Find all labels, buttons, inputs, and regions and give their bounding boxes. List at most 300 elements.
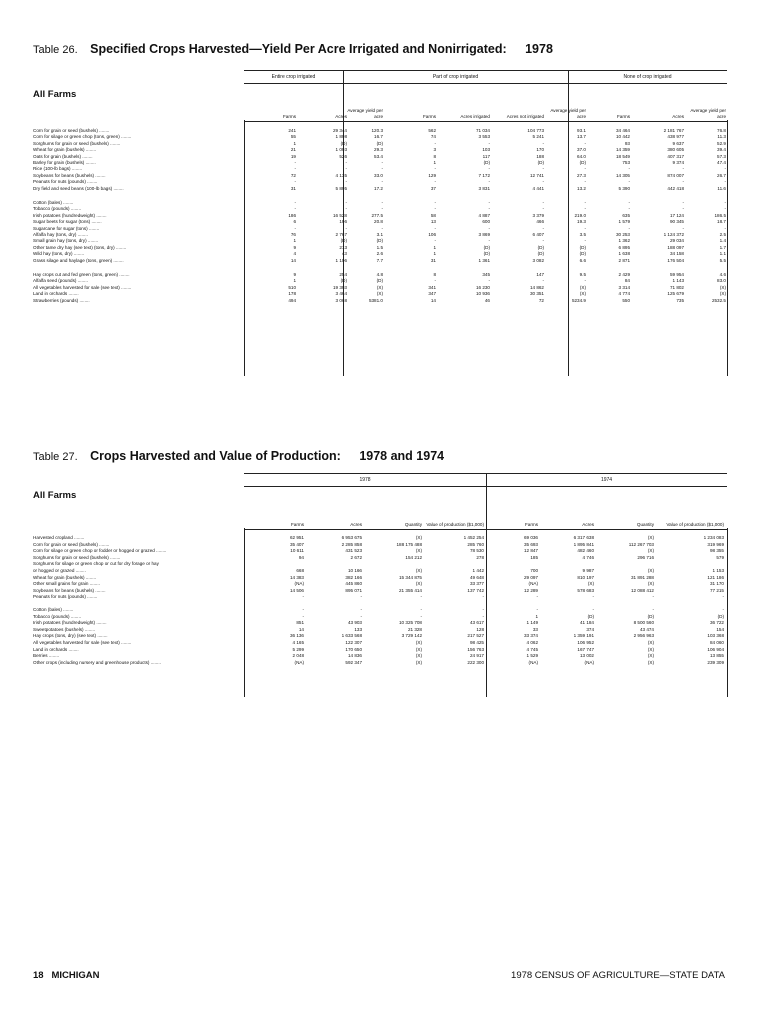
table-cell: - [345, 206, 347, 212]
column-header: Average yield per acre [347, 108, 383, 119]
table-cell: 1 [433, 244, 436, 250]
row-label: Sorghums for grain or seed (bushels) ........ [33, 554, 121, 560]
table-cell: 895 071 [345, 587, 362, 593]
group-divider [486, 528, 487, 697]
table-cell: 29 097 [523, 574, 538, 580]
table-cell: 3.1 [376, 232, 383, 237]
table-cell: 19 393 [332, 284, 347, 290]
table-cell: - [294, 160, 296, 165]
table-cell: - [584, 179, 586, 185]
table-cell: 13.7 [577, 134, 586, 140]
table-cell: 10 611 [290, 548, 304, 554]
column-group-header: None of crop irrigated [568, 71, 727, 84]
table-cell: - [488, 278, 490, 284]
table-cell: - [722, 594, 724, 600]
table-cell: 36 136 [289, 633, 304, 639]
table-cell: - [652, 607, 654, 612]
table-cell: (D) [376, 278, 383, 284]
table-cell: - [542, 278, 544, 284]
table-cell: 1 106 [335, 257, 347, 263]
table-cell: 12 847 [523, 548, 538, 554]
table-cell: 154 212 [405, 554, 422, 560]
table-cell: 1 [293, 140, 296, 146]
table-cell: 4 [293, 251, 296, 257]
table-cell: 1 234 083 [703, 535, 724, 540]
table-cell: (NA) [294, 581, 304, 587]
table-cell: 14 506 [289, 587, 304, 593]
table-cell: 635 [622, 212, 630, 218]
table-cell: - [434, 179, 436, 185]
table-cell: 33 377 [469, 581, 484, 587]
table-cell: 7 172 [478, 172, 490, 178]
table-cell: - [652, 594, 654, 600]
table-cell: 4 745 [526, 646, 538, 652]
row-label: Corn for grain or seed (bushels) ........ [33, 128, 110, 133]
table-cell: 21 328 [407, 626, 422, 632]
table-cell: 170 650 [345, 646, 362, 652]
table-cell: 3 831 [478, 185, 490, 191]
table-cell: - [302, 613, 304, 619]
table-cell: 10 325 708 [399, 620, 422, 626]
table-cell: 3.5 [579, 232, 586, 237]
table-cell: - [542, 206, 544, 212]
table-cell: 69 036 [523, 535, 538, 540]
row-label: Wheat for grain (bushels) ........ [33, 574, 97, 580]
column-header: Acres [335, 113, 347, 119]
table-cell: 90 345 [669, 219, 684, 225]
table-26-section-label: All Farms [33, 89, 77, 100]
column-header: Acres [672, 113, 684, 119]
table-cell: (X) [647, 653, 654, 659]
row-label: Oats for grain (bushels) ........ [33, 153, 93, 159]
table-cell: 1 529 [526, 653, 538, 659]
table-cell: 77 215 [709, 587, 724, 593]
table-cell: 4.8 [376, 272, 383, 277]
table-cell: (X) [647, 535, 654, 540]
column-header: Acres [350, 521, 362, 527]
table-cell: 17.2 [374, 185, 383, 191]
table-cell: 285 760 [467, 541, 484, 547]
table-cell: 1 [433, 251, 436, 257]
table-cell: (D) [340, 278, 347, 284]
table-cell: 147 [536, 272, 544, 277]
table-cell: 18 549 [615, 153, 630, 159]
table-cell: 1.4 [719, 238, 726, 244]
table-cell: 16 230 [475, 284, 490, 290]
table-cell: - [488, 179, 490, 185]
table-cell: - [434, 200, 436, 205]
table-cell: (NA) [294, 659, 304, 665]
table-cell: - [482, 607, 484, 612]
table27-header [244, 473, 727, 530]
table-cell: 668 [296, 568, 304, 573]
table-cell: - [536, 607, 538, 612]
table-cell: 78 530 [469, 548, 484, 554]
table-cell: 6 895 [618, 244, 630, 250]
table-cell: - [542, 166, 544, 172]
table-cell: - [381, 206, 383, 212]
column-group-header: Entire crop irrigated [244, 71, 343, 84]
row-label: Corn for silage or green chop or fodder or hogged or grazed ........ [33, 548, 167, 554]
table-cell: 103 368 [707, 633, 724, 639]
table-cell: 3 379 [532, 212, 544, 218]
row-label: Cotton (bales) ........ [33, 200, 74, 205]
publication-title: 1978 CENSUS OF AGRICULTURE—STATE DATA [511, 970, 725, 981]
row-label: Other small grains for grain ........ [33, 581, 100, 587]
table-cell: 1 143 [672, 278, 684, 284]
table-cell: 43 474 [639, 626, 654, 632]
row-label: Irish potatoes (hundredweight) ........ [33, 620, 107, 626]
table-cell: 13 855 [709, 653, 724, 659]
table-cell: 4 774 [618, 291, 630, 297]
table-cell: 125 679 [667, 291, 684, 297]
table-cell: 19 [290, 153, 296, 159]
row-label: Soybeans for beans (bushels) ........ [33, 172, 106, 178]
table-cell: 14 [430, 297, 436, 303]
table-cell: - [294, 200, 296, 205]
row-label: Tobacco (pounds) ........ [33, 613, 82, 619]
table-cell: - [592, 594, 594, 600]
table-cell: 33 374 [523, 633, 538, 639]
table-cell: 4 746 [582, 554, 594, 560]
row-label: All vegetables harvested for sale (see text) ........ [33, 640, 132, 645]
row-label: Cotton (bales) ........ [33, 607, 74, 612]
table-cell: - [488, 225, 490, 231]
table-cell: 1.5 [376, 244, 383, 250]
table-cell: (NA) [584, 659, 594, 665]
table-cell: 19.3 [577, 219, 586, 225]
table-cell: - [488, 200, 490, 205]
table-cell: 55 [290, 134, 296, 140]
page-footer-left [33, 970, 100, 981]
table-cell: 36 722 [709, 620, 724, 626]
table-cell: 1 579 [618, 219, 630, 225]
table-cell: - [420, 607, 422, 612]
table-cell: 35 407 [289, 541, 304, 547]
table-cell: 188 175 488 [396, 541, 422, 547]
table-cell: (D) [537, 244, 544, 250]
table-cell: 735 [676, 297, 684, 303]
table-cell: 9 374 [672, 160, 684, 165]
row-label: Alfalfa seed (pounds) ........ [33, 278, 88, 284]
column-header: Farms [422, 113, 436, 119]
table-cell: - [682, 206, 684, 212]
table-cell: 4 135 [335, 172, 347, 178]
table-cell: 21 355 414 [399, 587, 422, 593]
table-cell: 3 314 [618, 284, 630, 290]
table-cell: 510 [288, 284, 296, 290]
table-cell: - [724, 179, 726, 185]
row-label: Corn for silage or green chop (tons, green) ........ [33, 134, 132, 140]
table-cell: - [360, 613, 362, 619]
row-label: Sorghums for grain or seed (bushels) ........ [33, 140, 121, 146]
table-cell: - [542, 225, 544, 231]
table-cell: 106 [428, 232, 436, 237]
column-header: Farms [290, 521, 304, 527]
table-cell: 2532.5 [711, 297, 726, 303]
table-cell: - [628, 200, 630, 205]
row-label: Wheat for grain (bushels) ........ [33, 147, 97, 153]
table-cell: 2 285 858 [341, 541, 362, 547]
row-label: Barley for grain (bushels) ........ [33, 160, 96, 165]
table-cell: 37.0 [577, 147, 586, 153]
table-cell: 254 [339, 272, 347, 277]
table-cell: 278 [476, 554, 484, 560]
table-cell: - [381, 160, 383, 165]
table-cell: - [488, 206, 490, 212]
table-cell: 550 [622, 297, 630, 303]
table-cell: 319 969 [707, 541, 724, 547]
table-cell: 53.4 [374, 153, 383, 159]
table-cell: - [434, 166, 436, 172]
table-cell: 9 [293, 244, 296, 250]
column-header: Average yield per acre [550, 108, 586, 119]
table-cell: 8 [433, 272, 436, 277]
table-27-section-label: All Farms [33, 490, 77, 501]
row-label: Harvested cropland ........ [33, 535, 85, 540]
table-cell: - [724, 206, 726, 212]
table-cell: (X) [415, 653, 422, 659]
table-cell: 213 [339, 244, 347, 250]
table-cell: - [584, 166, 586, 172]
column-header: Acres irrigated [460, 113, 490, 119]
table-cell: 29 344 [332, 128, 347, 133]
table-cell: 30 253 [615, 232, 630, 237]
table-26-number: Table 26. [33, 44, 78, 56]
table26-header [244, 70, 727, 122]
table-cell: 1.1 [719, 251, 726, 257]
column-header: Farms [282, 113, 296, 119]
table-cell: 1 362 [618, 238, 630, 244]
row-label: Strawberries (pounds) ........ [33, 297, 90, 303]
table-cell: 10 936 [475, 291, 490, 297]
table-cell: - [420, 594, 422, 600]
row-label: Wild hay (tons, dry) ........ [33, 251, 85, 257]
table-cell: 106 904 [707, 646, 724, 652]
table-cell: 579 [716, 554, 724, 560]
table-cell: - [682, 179, 684, 185]
table-cell: - [360, 607, 362, 612]
table-cell: - [628, 179, 630, 185]
table-cell: 3 068 [335, 297, 347, 303]
table-cell: - [628, 206, 630, 212]
table-cell: - [584, 278, 586, 284]
table-cell: 13 002 [579, 653, 594, 659]
table-cell: 5.5 [719, 257, 726, 263]
table-27-caption [33, 447, 444, 465]
table-cell: 3 [433, 147, 436, 153]
table-cell: 83.0 [717, 278, 726, 284]
table-cell: - [482, 594, 484, 600]
table-cell: 2 429 [618, 272, 630, 277]
table-cell: - [345, 160, 347, 165]
table-cell: - [381, 179, 383, 185]
table-27-year: 1978 and 1974 [359, 449, 445, 463]
table-cell: 34 158 [669, 251, 684, 257]
table-cell: - [434, 225, 436, 231]
table-cell: 16 528 [332, 212, 347, 218]
table-cell: - [482, 613, 484, 619]
table-cell: 2 672 [350, 554, 362, 560]
row-label: Peanuts for nuts (pounds) ........ [33, 179, 98, 185]
table-cell: 72 [290, 172, 296, 178]
row-label: Sweetpotatoes (bushels) ........ [33, 626, 96, 632]
table-cell: 94 [298, 554, 304, 560]
table-cell: 12 289 [523, 587, 538, 593]
table-cell: 21 [290, 147, 296, 153]
table-cell: - [345, 166, 347, 172]
table-cell: (NA) [528, 659, 538, 665]
table-cell: 2 767 [335, 232, 347, 237]
table-cell: 167 747 [577, 646, 594, 652]
table-cell: 382 166 [345, 574, 362, 580]
table-cell: 753 [622, 160, 630, 165]
table-cell: 3 464 [335, 291, 347, 297]
table-cell: 41 184 [579, 620, 594, 626]
table-cell: 11.3 [717, 134, 726, 140]
table-cell: 9 637 [672, 140, 684, 146]
table-cell: 851 [296, 620, 304, 626]
table-26-year: 1978 [525, 42, 553, 56]
table-cell: 64.0 [577, 153, 586, 159]
table-cell: (D) [483, 160, 490, 165]
table-cell: (X) [647, 548, 654, 554]
column-header: Average yield per acre [690, 108, 726, 119]
table-cell: - [542, 238, 544, 244]
table-cell: - [628, 225, 630, 231]
table-cell: 1 359 191 [573, 633, 594, 639]
table-cell: 104 773 [527, 128, 544, 133]
table-cell: 2 956 963 [633, 633, 654, 639]
table-cell: - [434, 206, 436, 212]
table-cell: 1 149 [526, 620, 538, 626]
table-cell: 30 351 [529, 291, 544, 297]
table-cell: 106 952 [577, 640, 594, 645]
table-cell: 241 [288, 128, 296, 133]
table-cell: 47.4 [717, 160, 726, 165]
table-cell: 9 [293, 272, 296, 277]
table-cell: - [584, 206, 586, 212]
row-label: Hay crops cut and fed green (tons, green) ........ [33, 272, 130, 277]
table-cell: 431 523 [345, 548, 362, 554]
row-label: Hay crops (tons, dry) (see text) ........ [33, 633, 108, 639]
table-cell: 9.5 [579, 272, 586, 277]
table-cell: 176 504 [667, 257, 684, 263]
table-cell: - [542, 200, 544, 205]
table-cell: 217 527 [467, 633, 484, 639]
table-cell: - [294, 206, 296, 212]
table-cell: (X) [415, 646, 422, 652]
table-cell: 1 [433, 160, 436, 165]
table-cell: - [584, 238, 586, 244]
table-cell: 2 871 [618, 257, 630, 263]
table-cell: 277.5 [371, 212, 383, 218]
row-label: Grass silage and haylage (tons, green) ........ [33, 257, 124, 263]
table-cell: 874 007 [667, 172, 684, 178]
table-cell: - [488, 140, 490, 146]
row-label: Sugarcane for sugar (tons) ........ [33, 225, 100, 231]
table-cell: 39.4 [717, 147, 726, 153]
table-cell: 1 093 [335, 147, 347, 153]
column-divider [486, 474, 487, 529]
table-cell: 6 953 675 [341, 535, 362, 540]
table-cell: 2 181 767 [663, 128, 684, 133]
row-label: Berries ........ [33, 653, 60, 659]
row-label: Land in orchards ........ [33, 646, 79, 652]
table-cell: 7.7 [376, 257, 383, 263]
table-cell: 592 347 [345, 659, 362, 665]
table-cell: - [345, 200, 347, 205]
table-cell: 76 [290, 232, 296, 237]
table-cell: 62 951 [289, 535, 304, 540]
row-label: Sugar beets for sugar (tons) ........ [33, 219, 102, 225]
table-cell: 26.7 [717, 172, 726, 178]
table-cell: - [360, 594, 362, 600]
table-cell: - [381, 200, 383, 205]
table-cell: 14 [298, 626, 304, 632]
table-cell: 810 197 [577, 574, 594, 580]
table-cell: 347 [428, 291, 436, 297]
table-cell: 5 390 [618, 185, 630, 191]
table-cell: 3 082 [532, 257, 544, 263]
table-cell: (X) [376, 284, 383, 290]
table-cell: 170 [536, 147, 544, 153]
row-label: Sorghums for silage or green chop or cut for dry forage or hay [33, 561, 159, 567]
table-cell: 14 359 [615, 147, 630, 153]
column-header: Value of production ($1,000) [426, 521, 484, 527]
table-cell: 526 [339, 153, 347, 159]
table-cell: 1 633 568 [341, 633, 362, 639]
table-cell: 562 [428, 128, 436, 133]
table-cell: 239 309 [707, 659, 724, 665]
table-cell: 1 442 [472, 568, 484, 573]
table-cell: 10 166 [347, 568, 362, 573]
table-cell: 445 860 [345, 581, 362, 587]
table-cell: 1 898 [335, 134, 347, 140]
table-cell: 14 383 [289, 574, 304, 580]
table-cell: (D) [647, 613, 654, 619]
table-cell: 120.3 [371, 128, 383, 133]
table-cell: 1 452 254 [463, 535, 484, 540]
table-cell: 112 267 703 [628, 541, 654, 547]
table-cell: 196 [339, 219, 347, 225]
row-label: Soybeans for beans (bushels) ........ [33, 587, 106, 593]
table-cell: 466 [536, 219, 544, 225]
table-cell: 1 361 [478, 257, 490, 263]
table-cell: 156 763 [467, 646, 484, 652]
table-cell: 11.6 [717, 185, 726, 191]
state-name: MICHIGAN [51, 970, 100, 981]
column-header: Value of production ($1,000) [666, 521, 724, 527]
table-cell: (NA) [528, 581, 538, 587]
table-cell: - [628, 166, 630, 172]
table-cell: 6 317 638 [573, 535, 594, 540]
table-cell: 600 [482, 219, 490, 225]
table-cell: 74 [430, 134, 436, 140]
table-cell: 17 124 [669, 212, 684, 218]
table-cell: - [584, 140, 586, 146]
table-cell: 1 [293, 238, 296, 244]
table-cell: 700 [530, 568, 538, 573]
table-cell: 1 [293, 278, 296, 284]
table-cell: 122 307 [345, 640, 362, 645]
table-cell: 14 836 [347, 653, 362, 659]
table-cell: - [682, 166, 684, 172]
row-label: Dry field and seed beans (100-lb bags) ........ [33, 185, 124, 191]
table-cell: (X) [647, 568, 654, 573]
table-cell: 3 553 [478, 134, 490, 140]
table-cell: (D) [483, 244, 490, 250]
